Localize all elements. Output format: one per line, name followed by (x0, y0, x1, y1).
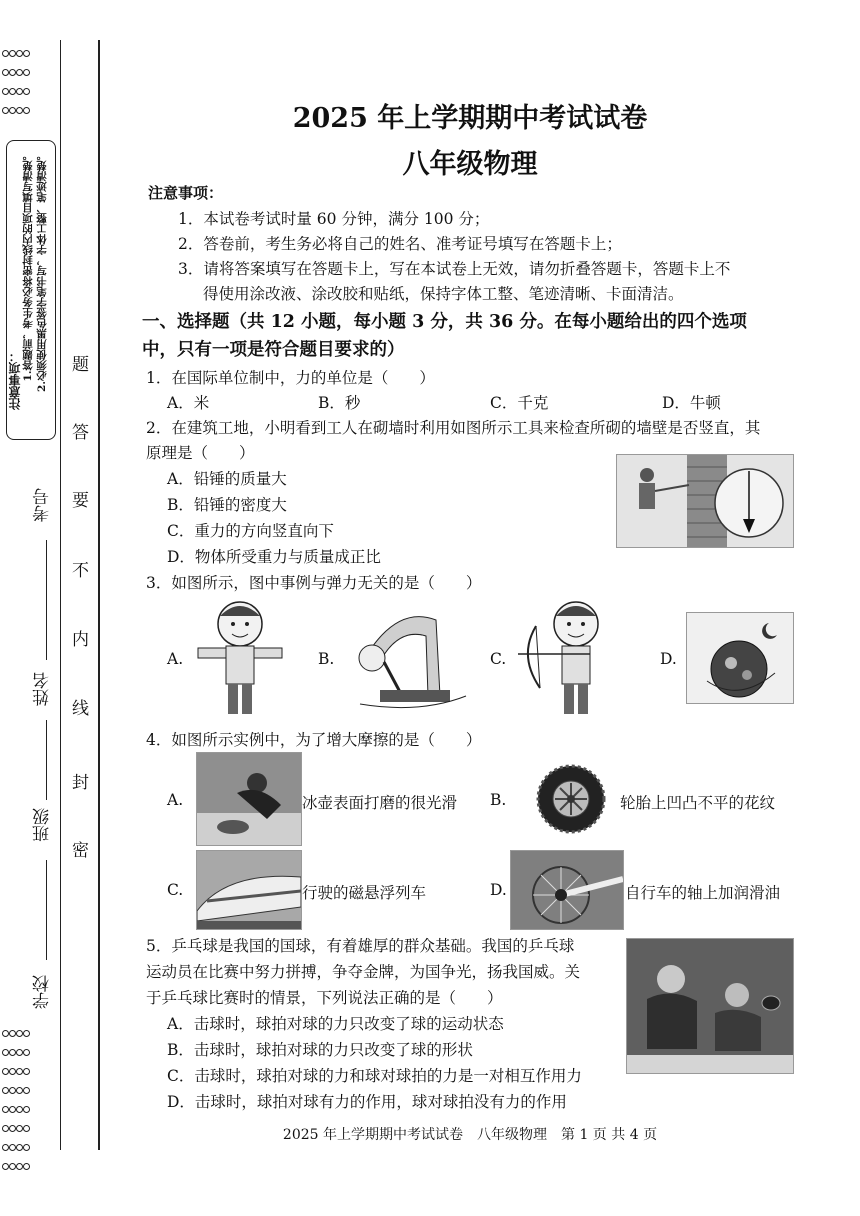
seal-ring (16, 1106, 23, 1113)
seal-char-1: 题 (72, 355, 89, 375)
field-name-label: 姓名 (33, 672, 53, 706)
seal-ring (2, 69, 9, 76)
seal-ring (23, 88, 30, 95)
section-1-heading-cont: 中，只有一项是符合题目要求的） (142, 340, 405, 360)
q2-stem-cont: 原理是（ ） (146, 444, 255, 462)
seal-ring (2, 1049, 9, 1056)
seal-ring (2, 1163, 9, 1170)
seal-char-5: 内 (72, 630, 89, 650)
seal-ring (23, 50, 30, 57)
q3-stem: 3．如图所示，图中事例与弹力无关的是（ ） (146, 574, 482, 592)
exam-title: 2025 年上学期期中考试试卷 (292, 103, 648, 134)
seal-ring (23, 1144, 30, 1151)
seal-ring (23, 1049, 30, 1056)
q3-option-c: C. (490, 650, 507, 668)
q5-stem-cont-1: 运动员在比赛中努力拼搏，争夺金牌，为国争光，扬我国威。关 (146, 963, 581, 981)
seal-ring (16, 69, 23, 76)
seal-ring (23, 1068, 30, 1075)
q1-option-b: B．秒 (318, 394, 361, 412)
q3-option-b: B. (318, 650, 335, 668)
binding-notice-title: 注意事项： (8, 350, 22, 410)
q5-option-d: D．击球时，球拍对球有力的作用，球对球拍没有力的作用 (167, 1093, 567, 1111)
seal-ring (2, 50, 9, 57)
seal-ring (16, 1144, 23, 1151)
seal-ring (16, 1087, 23, 1094)
q1-option-d: D．牛顿 (662, 394, 721, 412)
field-class (30, 808, 55, 842)
field-exam-no-label: 考号 (33, 488, 53, 522)
q4-figure-d-bike-axle (510, 850, 624, 930)
seal-ring (9, 88, 16, 95)
q4-option-d-text: 自行车的轴上加润滑油 (625, 884, 781, 902)
q2-option-c: C．重力的方向竖直向下 (167, 522, 334, 540)
seal-chain-bottom (2, 1022, 36, 1172)
seal-ring (16, 50, 23, 57)
q3-figure-d-earth (686, 612, 794, 704)
note-3-cont: 得使用涂改液、涂改胶和贴纸，保持字体工整、笔迹清晰、卡面清洁。 (203, 285, 684, 303)
exam-no-underline (46, 540, 47, 660)
field-school-label: 学校 (33, 975, 53, 1009)
note-1: 1．本试卷考试时量 60 分钟，满分 100 分； (178, 210, 490, 228)
binding-strip (0, 0, 110, 1216)
seal-ring (2, 1144, 9, 1151)
q4-option-c-text: 行驶的磁悬浮列车 (302, 884, 427, 902)
seal-ring (9, 1068, 16, 1075)
seal-ring (9, 1049, 16, 1056)
binding-line-seal (98, 40, 100, 1150)
seal-ring (2, 88, 9, 95)
q2-stem: 2．在建筑工地，小明看到工人在砌墙时利用如图所示工具来检查所砌的墙壁是否竖直，其 (146, 419, 761, 437)
name-underline (46, 720, 47, 800)
field-class-label: 班级 (33, 808, 53, 842)
seal-char-8: 密 (72, 841, 89, 861)
seal-ring (9, 50, 16, 57)
q4-option-c-letter: C. (167, 881, 184, 899)
q5-figure-table-tennis (626, 938, 794, 1074)
class-underline (46, 860, 47, 960)
binding-notice-2: 2.必须使用黑色签字笔书写，字体工整、笔迹清楚。 (36, 150, 48, 392)
binding-notice-1: 1.答题前，考生务必将密封线内的项目填写清楚。 (22, 150, 34, 382)
seal-char-6: 线 (72, 699, 89, 719)
q4-option-b-letter: B. (490, 791, 507, 809)
seal-ring (9, 1030, 16, 1037)
page-footer: 2025 年上学期期中考试试卷 八年级物理 第 1 页 共 4 页 (282, 1127, 658, 1143)
q1-stem: 1．在国际单位制中，力的单位是（ ） (146, 369, 435, 387)
seal-ring (2, 1106, 9, 1113)
seal-char-2: 答 (72, 423, 89, 443)
q2-option-b: B．铅锤的密度大 (167, 496, 287, 514)
seal-char-3: 要 (72, 491, 89, 511)
seal-ring (2, 1030, 9, 1037)
q1-option-a: A．米 (167, 394, 210, 412)
seal-ring (9, 69, 16, 76)
q1-option-c: C．千克 (490, 394, 549, 412)
seal-ring (23, 1030, 30, 1037)
seal-char-7: 封 (72, 773, 89, 793)
q3-figure-b-bending (340, 606, 472, 710)
note-3: 3．请将答案填写在答题卡上，写在本试卷上无效，请勿折叠答题卡，答题卡上不 (178, 260, 731, 278)
seal-ring (9, 1087, 16, 1094)
q3-figure-c-bow (516, 596, 612, 720)
q4-option-b-text: 轮胎上凹凸不平的花纹 (620, 794, 776, 812)
field-exam-no (30, 488, 55, 522)
q2-option-a: A．铅锤的质量大 (167, 470, 287, 488)
q5-stem-cont-2: 于乒乓球比赛时的情景，下列说法正确的是（ ） (146, 989, 503, 1007)
q3-option-a: A. (167, 650, 184, 668)
q5-stem: 5．乒乓球是我国的国球，有着雄厚的群众基础。我国的乒乓球 (146, 937, 575, 955)
q3-option-d: D. (660, 650, 677, 668)
seal-ring (9, 1144, 16, 1151)
q2-plumb-bob-figure (616, 454, 794, 548)
seal-ring (23, 69, 30, 76)
section-1-heading: 一、选择题（共 12 小题，每小题 3 分，共 36 分。在每小题给出的四个选项 (142, 312, 747, 332)
seal-ring (9, 1163, 16, 1170)
seal-ring (2, 1068, 9, 1075)
field-school (30, 975, 55, 1009)
seal-ring (16, 1163, 23, 1170)
notes-label: 注意事项： (148, 184, 224, 202)
seal-char-4: 不 (72, 561, 89, 581)
q4-figure-b-tire (536, 762, 606, 836)
q4-stem: 4．如图所示实例中，为了增大摩擦的是（ ） (146, 731, 482, 749)
q5-option-c: C．击球时，球拍对球的力和球对球拍的力是一对相互作用力 (167, 1067, 582, 1085)
q4-figure-a-curling (196, 752, 302, 846)
seal-ring (9, 1106, 16, 1113)
exam-subject: 八年级物理 (402, 149, 538, 180)
seal-ring (2, 1087, 9, 1094)
binding-line-inner (60, 40, 61, 1150)
field-name (30, 672, 55, 706)
seal-ring (23, 1106, 30, 1113)
q5-option-b: B．击球时，球拍对球的力只改变了球的形状 (167, 1041, 473, 1059)
seal-ring (16, 1068, 23, 1075)
q2-option-d: D．物体所受重力与质量成正比 (167, 548, 381, 566)
seal-ring (16, 1030, 23, 1037)
seal-ring (23, 1163, 30, 1170)
q4-option-a-letter: A. (167, 791, 184, 809)
q5-option-a: A．击球时，球拍对球的力只改变了球的运动状态 (167, 1015, 504, 1033)
seal-ring (23, 1087, 30, 1094)
note-2: 2．答卷前，考生务必将自己的姓名、准考证号填写在答题卡上； (178, 235, 622, 253)
q4-option-a-text: 冰壶表面打磨的很光滑 (302, 794, 458, 812)
seal-ring (16, 1049, 23, 1056)
seal-ring (16, 88, 23, 95)
q4-option-d-letter: D. (490, 881, 507, 899)
q3-figure-a-stretch (194, 598, 286, 720)
q4-figure-c-maglev (196, 850, 302, 930)
